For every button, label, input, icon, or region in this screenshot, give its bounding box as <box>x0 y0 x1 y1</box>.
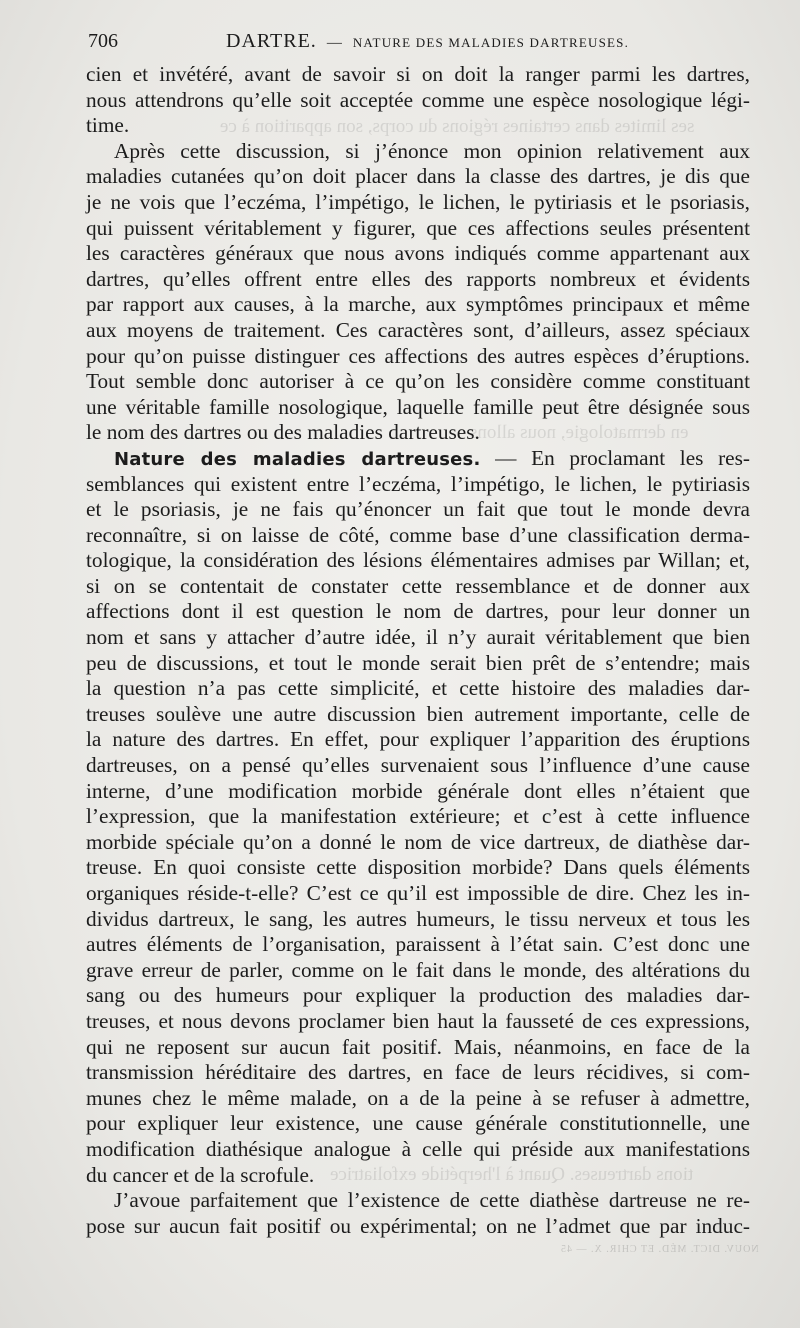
text-line: dartres, qu’elles offrent entre elles des rapports nombreux et évidents <box>86 266 750 291</box>
running-head-separator: — <box>326 35 343 51</box>
text-line: morbide spéciale qu’on a donné le nom de vice dartreux, de diathèse dar- <box>86 829 750 854</box>
text-line: l’expression, que la manifestation extérieure; et c’est à cette influence <box>86 804 750 829</box>
rubric-dash: — <box>495 445 517 470</box>
text-line: les caractères généraux que nous avons indiqués comme appartenant aux <box>86 241 750 266</box>
text-line: une véritable famille nosologique, laquelle famille peut être désignée sous <box>86 394 750 419</box>
text-line: par rapport aux causes, à la marche, aux symptômes principaux et même <box>86 292 750 317</box>
text-line: munes chez le même malade, on a de la peine à se refuser à admettre, <box>86 1085 750 1110</box>
text-line: grave erreur de parler, comme on le fait dans le monde, des altérations du <box>86 957 750 982</box>
text-line: qui puissent véritablement y figurer, que ces affections seules présentent <box>86 215 750 240</box>
text-line: qui ne reposent sur aucun fait positif. Mais, néanmoins, en face de la <box>86 1034 750 1059</box>
text-line: treuses, et nous devons proclamer bien haut la fausseté de ces expressions, <box>86 1008 750 1033</box>
page-header <box>88 30 748 60</box>
page-number: 706 <box>88 30 118 52</box>
text-line: treuses soulève une autre discussion bien autrement importante, celle de <box>86 701 750 726</box>
text-line: autres éléments de l’organisation, paraissent à l’état sain. C’est donc une <box>86 932 750 957</box>
text-line: pour qu’on puisse distinguer ces affections des autres espèces d’éruptions. <box>86 343 750 368</box>
text-line: pose sur aucun fait positif ou expérimental; on ne l’admet que par induc- <box>86 1213 750 1238</box>
text-line: la nature des dartres. En effet, pour expliquer l’apparition des éruptions <box>86 727 750 752</box>
paragraph-start: Après cette discussion, si j’énonce mon opinion relativement aux <box>114 138 750 163</box>
text-line: aux moyens de traitement. Ces caractères sont, d’ailleurs, assez spéciaux <box>86 317 750 342</box>
rubric-line <box>86 446 750 472</box>
text-line: je ne vois que l’eczéma, l’impétigo, le lichen, le pytiriasis et le psoriasis, <box>86 189 750 214</box>
text-line: cien et invétéré, avant de savoir si on doit la ranger parmi les dartres, <box>86 62 750 86</box>
text-line: semblances qui existent entre l’eczéma, l’impétigo, le lichen, le pytiriasis <box>86 471 750 496</box>
bleed-through-footer: NOUV. DICT. MÉD. ET CHIR. X. — 45 <box>560 1244 759 1255</box>
text-line: treuse. En quoi consiste cette disposition morbide? Dans quels éléments <box>86 855 750 880</box>
bleed-through-text: ses limites dans certaines régions du corps, son apparition à ce <box>220 116 695 137</box>
text-line: la question n’a pas cette simplicité, et cette histoire des maladies dar- <box>86 676 750 701</box>
running-head-subtitle: NATURE DES MALADIES DARTREUSES. <box>352 35 630 50</box>
text-line: maladies cutanées qu’on doit placer dans la classe des dartres, je dis que <box>86 164 750 189</box>
text-line: transmission héréditaire des dartres, en face de leurs récidives, si com- <box>86 1060 750 1085</box>
rubric-text: En proclamant les res- <box>531 445 751 470</box>
text-line: nom et sans y attacher d’autre idée, il n’y aurait véritablement que bien <box>86 625 750 650</box>
paragraph-start: J’avoue parfaitement que l’existence de cette diathèse dartreuse ne re- <box>114 1188 750 1213</box>
running-head-title: DARTRE. <box>226 30 317 52</box>
text-line: peu de discussions, et tout le monde serait bien prêt de s’entendre; mais <box>86 650 750 675</box>
running-head <box>226 30 629 53</box>
text-line: time. <box>86 113 130 138</box>
section-rubric: Nature des maladies dartreuses. <box>114 448 481 470</box>
text-line: reconnaître, si on laisse de côté, comme base d’une classification derma- <box>86 522 750 547</box>
text-line: si on se contentait de constater cette ressemblance et de donner aux <box>86 573 750 598</box>
text-line: pour expliquer leur existence, une cause générale constitutionnelle, une <box>86 1111 750 1136</box>
text-line: et le psoriasis, je ne fais qu’énoncer un fait que tout le monde devra <box>86 497 750 522</box>
text-line: nous attendrons qu’elle soit acceptée comme une espèce nosologique légi- <box>86 87 750 112</box>
text-line: Tout semble donc autoriser à ce qu’on les considère comme constituant <box>86 369 750 394</box>
text-line: organiques réside-t-elle? C’est ce qu’il est impossible de dire. Chez les in- <box>86 881 750 905</box>
text-line: dartreuses, on a pensé qu’elles survenaient sous l’influence d’une cause <box>86 753 750 778</box>
text-line: interne, d’une modification morbide générale dont elles n’étaient que <box>86 778 750 803</box>
text-line: du cancer et de la scrofule. <box>86 1162 315 1187</box>
text-line: le nom des dartres ou des maladies dartreuses. <box>86 420 480 445</box>
bleed-through-text: en dermatologie, nous allons <box>470 422 689 443</box>
text-line: tologique, la considération des lésions élémentaires admises par Willan; et, <box>86 548 750 573</box>
bleed-through-text: tions dartreuses. Quant à l'herpétide exfoliatrice <box>330 1164 694 1185</box>
text-line: modification diathésique analogue à celle qui préside aux manifestations <box>86 1136 750 1161</box>
text-line: affections dont il est question le nom de dartres, pour leur donner un <box>86 599 750 624</box>
text-line: dividus dartreux, le sang, les autres humeurs, le tissu nerveux et tous les <box>86 906 750 931</box>
body-text <box>86 62 750 1239</box>
text-line: sang ou des humeurs pour expliquer la production des maladies dar- <box>86 983 750 1008</box>
